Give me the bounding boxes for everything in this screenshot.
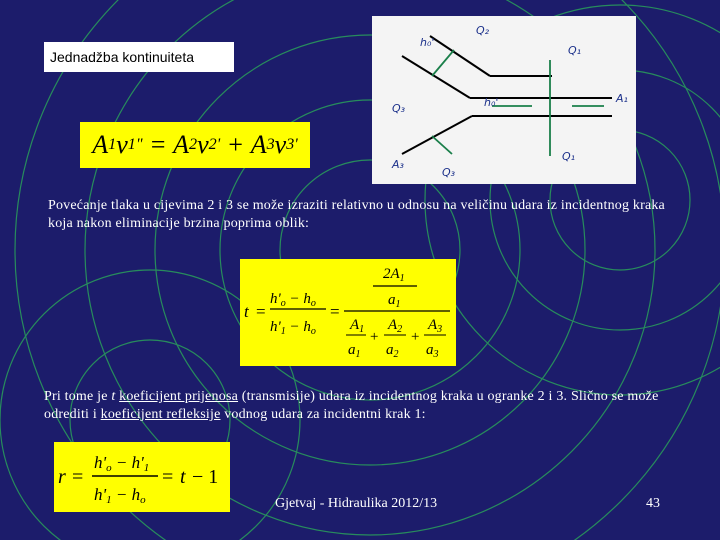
svg-text:Q₁: Q₁ xyxy=(562,150,576,163)
p2-text-4: vodnog udara za incidentni krak 1: xyxy=(220,407,426,422)
continuity-equation: A 1 v 1 " = A 2 v 2 ' + A 3 v 3 ' xyxy=(80,122,310,168)
svg-text:A₁: A₁ xyxy=(616,92,628,105)
p2-text-3: (transmisije) udara iz incidentnog kraka u ogranke 2 i 3. Slično se može odrediti i xyxy=(44,389,659,422)
slide-title: Jednadžba kontinuiteta xyxy=(44,42,234,72)
svg-text:h'1 − ho: h'1 − ho xyxy=(94,485,146,506)
svg-text:h'o − h'1: h'o − h'1 xyxy=(94,453,150,474)
paragraph-coefficients xyxy=(44,388,684,424)
svg-text:A₃: A₃ xyxy=(392,158,404,171)
svg-text:r: r xyxy=(58,466,66,488)
svg-text:A2: $A_2$ xyxy=(388,317,403,335)
svg-text:h'o − ho: $h'_o - h_o$ xyxy=(270,291,316,309)
svg-text:=: = xyxy=(162,466,174,488)
svg-text:+: + xyxy=(411,329,420,345)
term-transmission-coefficient: koeficijent prijenosa xyxy=(119,389,239,404)
term-reflection-coefficient: koeficijent refleksije xyxy=(100,407,221,422)
svg-text:h'1 − ho: $h'_1 - h_o$ xyxy=(270,319,316,337)
page-number: 43 xyxy=(646,496,660,511)
svg-text:=: = xyxy=(72,466,84,488)
svg-text:Q₃: Q₃ xyxy=(442,166,456,179)
svg-text:a3: $a_3$ xyxy=(426,342,439,360)
svg-text:A3: $A_3$ xyxy=(428,317,443,335)
paragraph-pressure-increase: Povećanje tlaka u cijevima 2 i 3 se može izraziti relativno u odnosu na veličinu udara iz incidentnog kraka koja nakon eliminacije brzina poprima oblik: xyxy=(48,198,665,231)
svg-text:=: = xyxy=(256,302,266,321)
svg-text:a2: $a_2$ xyxy=(386,342,399,360)
svg-text:=: = xyxy=(330,302,340,321)
footer-course-label: Gjetvaj - Hidraulika 2012/13 xyxy=(275,496,438,511)
svg-text:− 1: − 1 xyxy=(192,466,219,488)
transmission-coefficient-equation xyxy=(240,259,456,366)
svg-text:a1: $a_1$ xyxy=(388,292,401,310)
svg-text:Q₂: Q₂ xyxy=(476,24,490,37)
svg-text:2A1: $2A_1$ xyxy=(383,266,405,284)
svg-text:h₀': h₀' xyxy=(484,96,499,109)
svg-text:t: t xyxy=(244,302,249,321)
svg-text:h₀': h₀' xyxy=(420,36,435,49)
svg-text:Q₃: Q₃ xyxy=(392,102,406,115)
pipe-junction-sketch xyxy=(372,16,636,184)
svg-text:+: + xyxy=(370,329,379,345)
svg-text:t: t xyxy=(180,466,186,488)
p2-t-symbol: t xyxy=(111,389,116,404)
svg-text:A1: $A_1$ xyxy=(350,317,365,335)
svg-text:Q₁: Q₁ xyxy=(568,44,582,57)
reflection-coefficient-equation xyxy=(54,442,230,512)
svg-text:a1: $a_1$ xyxy=(348,342,361,360)
p2-text-1: Pri tome je xyxy=(44,389,112,404)
